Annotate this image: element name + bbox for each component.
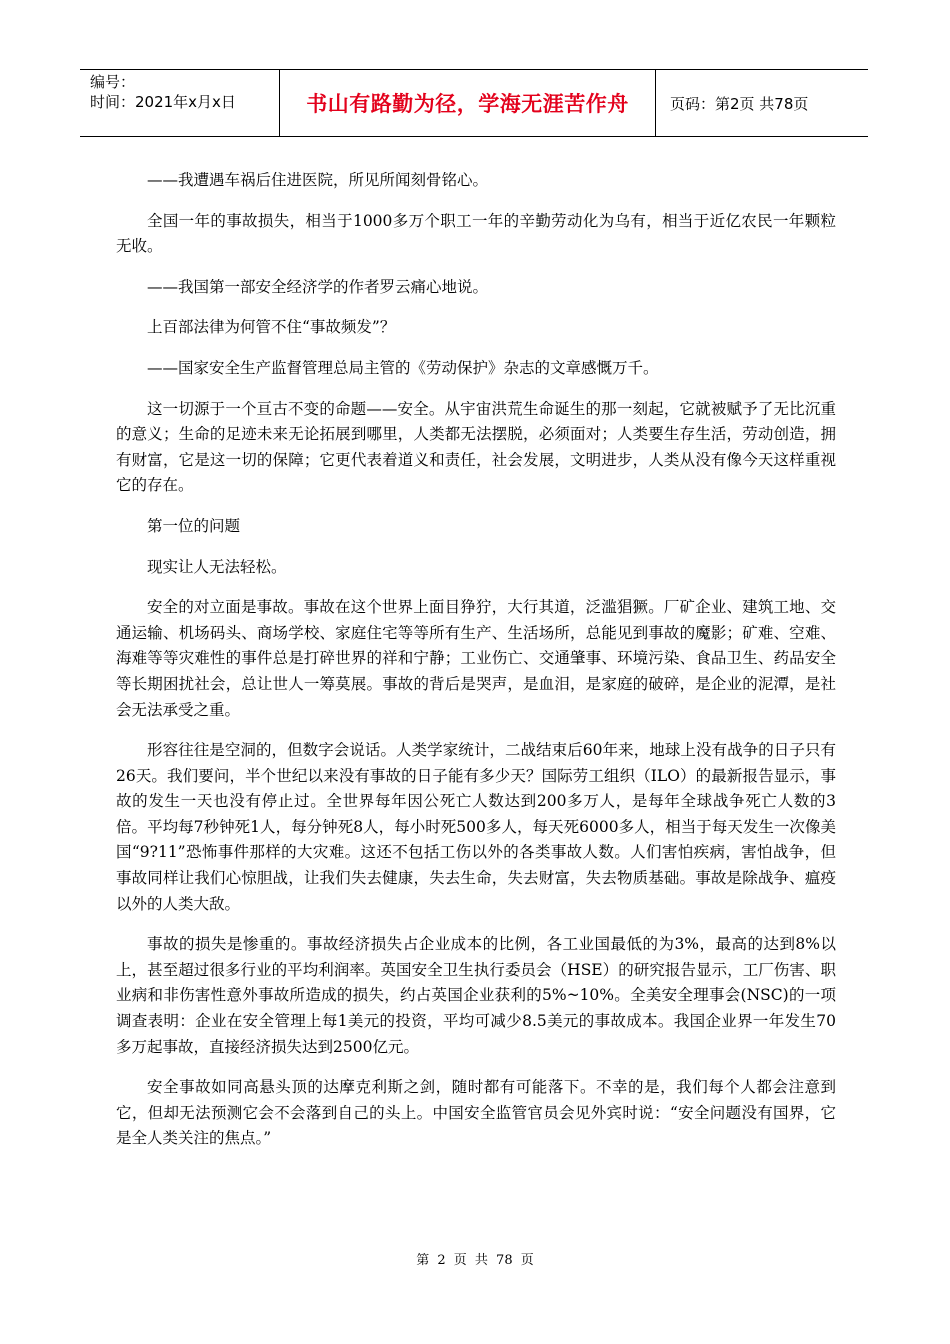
section-heading: 第一位的问题 [147,516,241,535]
header-meta [80,70,280,136]
paragraph: ——国家安全生产监督管理总局主管的《劳动保护》杂志的文章感慨万千。 [147,358,659,377]
paragraph: 现实让人无法轻松。 [147,557,287,576]
paragraph: 安全事故如同高悬头顶的达摩克利斯之剑，随时都有可能落下。不幸的是，我们每个人都会注意到它，但却无法预测它会不会落到自己的头上。中国安全监管官员会见外宾时说：“安全问题没有国界，它是全人类关注的焦点。” [116,1078,836,1148]
paragraph: 上百部法律为何管不住“事故频发”？ [147,318,396,337]
paragraph: ——我国第一部安全经济学的作者罗云痛心地说。 [147,277,489,296]
paragraph: 这一切源于一个亘古不变的命题——安全。从宇宙洪荒生命诞生的那一刻起，它就被赋予了无比沉重的意义；生命的足迹未来无论拓展到哪里，人类都无法摆脱，必须面对；人类要生存生活，劳动创造，拥有财富，它是这一切的保障；它更代表着道义和责任，社会发展，文明进步，人类从没有像今天这样重视它的存在。 [116,399,836,495]
document-number: 编号： [90,73,136,91]
paragraph: ——我遭遇车祸后住进医院，所见所闻刻骨铭心。 [147,171,489,189]
page-header [80,69,868,137]
paragraph: 形容往往是空洞的，但数字会说话。人类学家统计，二战结束后60年来，地球上没有战争的日子只有26天。我们要问，半个世纪以来没有事故的日子能有多少天？国际劳工组织（ILO）的最新报告显示，事故的发生一天也没有停止过。全世界每年因公死亡人数达到200多万人，是每年全球战争死亡人数的3倍。平均每7秒钟死1人，每分钟死8人，每小时死500多人，每天死6000多人，相当于每天发生一次像美国“9?11”恐怖事件那样的大灾难。这还不包括工伤以外的各类事故人数。人们害怕疾病，害怕战争，但事故同样让我们心惊胆战，让我们失去健康，失去生命，失去财富，失去物质基础。事故是除战争、瘟疫以外的人类大敌。 [116,741,836,913]
document-body [116,168,836,1167]
paragraph: 全国一年的事故损失，相当于1000多万个职工一年的辛勤劳动化为乌有，相当于近亿农民一年颗粒无收。 [116,211,836,256]
document-date: 时间：2021年x月x日 [90,93,236,111]
paragraph: 安全的对立面是事故。事故在这个世界上面目狰狞，大行其道，泛滥猖獗。厂矿企业、建筑工地、交通运输、机场码头、商场学校、家庭住宅等等所有生产、生活场所，总能见到事故的魔影；矿难、空难、海难等等灾难性的事件总是打碎世界的祥和宁静；工业伤亡、交通肇事、环境污染、食品卫生、药品安全等长期困扰社会，总让世人一筹莫展。事故的背后是哭声，是血泪，是家庭的破碎，是企业的泥潭，是社会无法承受之重。 [116,598,836,719]
paragraph: 事故的损失是惨重的。事故经济损失占企业成本的比例，各工业国最低的为3%，最高的达到8%以上，甚至超过很多行业的平均利润率。英国安全卫生执行委员会（HSE）的研究报告显示，工厂伤害、职业病和非伤害性意外事故所造成的损失，约占英国企业获利的5%~10%。全美安全理事会(NSC)的一项调查表明：企业在安全管理上每1美元的投资，平均可减少8.5美元的事故成本。我国企业界一年发生70多万起事故，直接经济损失达到2500亿元。 [116,935,836,1056]
header-page-info: 页码：第2页 共78页 [670,94,809,113]
page-footer: 第 2 页 共 78 页 [416,1253,534,1268]
header-motto: 书山有路勤为径，学海无涯苦作舟 [280,70,656,136]
